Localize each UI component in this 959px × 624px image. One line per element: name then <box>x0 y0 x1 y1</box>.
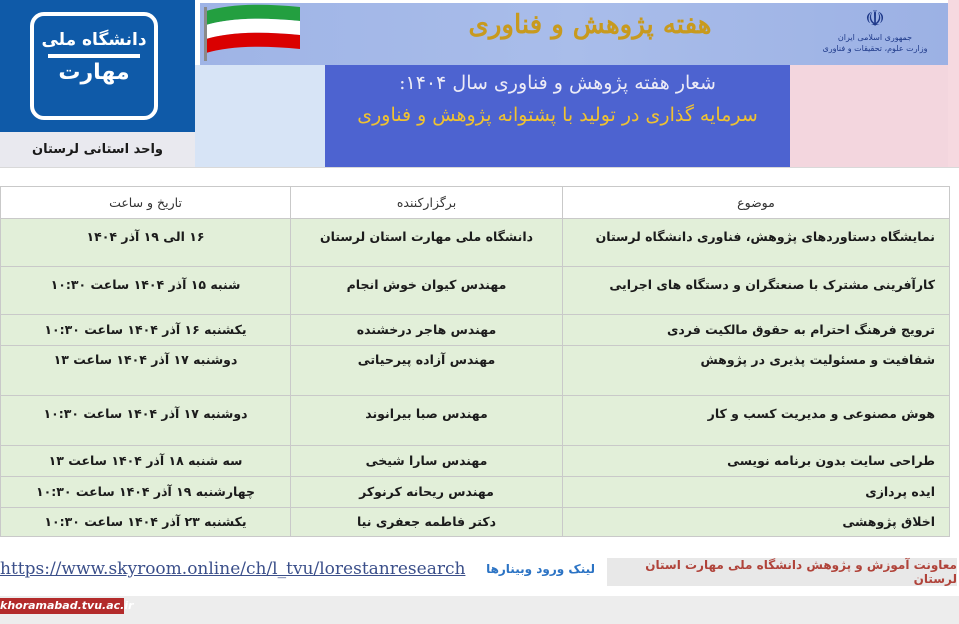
table-row <box>1 396 950 446</box>
logo-line-1: دانشگاه ملی <box>41 30 147 50</box>
cell-topic: هوش مصنوعی و مدیریت کسب و کار <box>563 396 950 446</box>
cell-topic: کارآفرینی مشترک با صنعتگران و دستگاه های اجرایی <box>563 267 950 315</box>
cell-datetime: شنبه ۱۵ آذر ۱۴۰۴ ساعت ۱۰:۳۰ <box>1 267 291 315</box>
cell-organizer: مهندس صبا بیرانوند <box>291 396 563 446</box>
cell-datetime: دوشنبه ۱۷ آذر ۱۴۰۴ ساعت ۱۰:۳۰ <box>1 396 291 446</box>
footer-strip <box>0 596 959 624</box>
cell-datetime: یکشنبه ۲۳ آذر ۱۴۰۴ ساعت ۱۰:۳۰ <box>1 508 291 537</box>
webinar-link-label: لینک ورود وبینارها <box>486 562 595 576</box>
slogan-line-2: سرمایه گذاری در تولید با پشتوانه پژوهش و فناوری <box>357 104 758 126</box>
cell-organizer: مهندس هاجر درخشنده <box>291 315 563 346</box>
banner-left-panel <box>195 65 325 167</box>
iran-flag-icon <box>200 3 308 63</box>
webinar-link[interactable]: https://www.skyroom.online/ch/l_tvu/lorestanresearch <box>0 559 466 579</box>
column-header-topic: موضوع <box>563 187 950 219</box>
cell-topic: نمایشگاه دستاوردهای پژوهش، فناوری دانشگاه لرستان <box>563 219 950 267</box>
cell-datetime: چهارشنبه ۱۹ آذر ۱۴۰۴ ساعت ۱۰:۳۰ <box>1 477 291 508</box>
cell-topic: ایده پردازی <box>563 477 950 508</box>
table-header-row <box>1 187 950 219</box>
cell-topic: شفافیت و مسئولیت پذیری در پژوهش <box>563 346 950 396</box>
logo-unit-label: واحد استانی لرستان <box>0 132 195 167</box>
slogan-line-1: شعار هفته پژوهش و فناوری سال ۱۴۰۴: <box>399 72 716 94</box>
cell-organizer: مهندس ریحانه کرنوکر <box>291 477 563 508</box>
table-row <box>1 219 950 267</box>
banner-edge <box>948 0 959 167</box>
cell-datetime: یکشنبه ۱۶ آذر ۱۴۰۴ ساعت ۱۰:۳۰ <box>1 315 291 346</box>
table-row <box>1 477 950 508</box>
logo-bar <box>48 54 140 58</box>
cell-topic: اخلاق پژوهشی <box>563 508 950 537</box>
header-divider <box>0 167 959 168</box>
table-row <box>1 346 950 396</box>
deputy-label: معاونت آموزش و پژوهش دانشگاه ملی مهارت استان لرستان <box>607 558 957 586</box>
column-header-organizer: برگزارکننده <box>291 187 563 219</box>
banner-title: هفته پژوهش و فناوری <box>468 10 712 40</box>
cell-datetime: سه شنبه ۱۸ آذر ۱۴۰۴ ساعت ۱۳ <box>1 446 291 477</box>
cell-datetime: ۱۶ الی ۱۹ آذر ۱۴۰۴ <box>1 219 291 267</box>
logo-line-2: مهارت <box>58 60 130 85</box>
cell-datetime: دوشنبه ۱۷ آذر ۱۴۰۴ ساعت ۱۳ <box>1 346 291 396</box>
cell-topic: ترویج فرهنگ احترام به حقوق مالکیت فردی <box>563 315 950 346</box>
ministry-emblem <box>815 8 935 58</box>
table-row <box>1 315 950 346</box>
table-row <box>1 267 950 315</box>
table-row <box>1 508 950 537</box>
cell-organizer: مهندس آزاده پیرحیاتی <box>291 346 563 396</box>
banner-right-panel <box>790 65 948 167</box>
site-watermark: khoramabad.tvu.ac.ir <box>0 599 134 612</box>
cell-organizer: مهندس سارا شیخی <box>291 446 563 477</box>
emblem-line-1: جمهوری اسلامی ایران <box>837 33 913 42</box>
cell-topic: طراحی سایت بدون برنامه نویسی <box>563 446 950 477</box>
cell-organizer: دکتر فاطمه جعفری نیا <box>291 508 563 537</box>
table-row <box>1 446 950 477</box>
cell-organizer: مهندس کیوان خوش انجام <box>291 267 563 315</box>
iran-emblem-icon: ☫ <box>865 7 885 32</box>
schedule-table <box>0 186 950 537</box>
cell-organizer: دانشگاه ملی مهارت استان لرستان <box>291 219 563 267</box>
logo-emblem <box>30 12 158 120</box>
column-header-datetime: تاریخ و ساعت <box>1 187 291 219</box>
emblem-line-2: وزارت علوم، تحقیقات و فناوری <box>822 44 928 53</box>
